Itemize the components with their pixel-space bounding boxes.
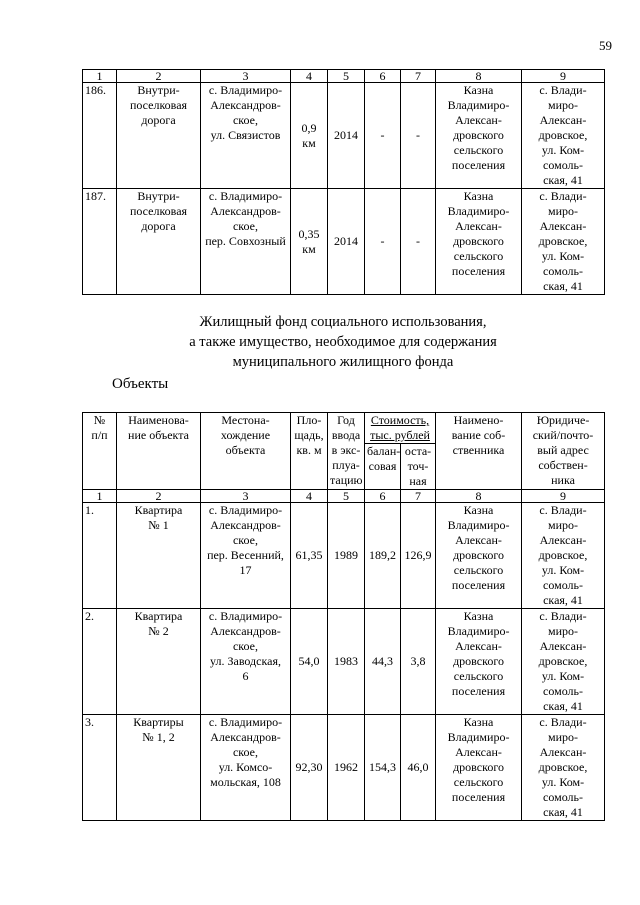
owner-address: с. Влади- миро- Алексан- дровское, ул. Ком- сомоль- ская, 41 (522, 609, 605, 715)
col-number: 3 (201, 70, 291, 83)
heading-line: Жилищный фонд социального использования, (199, 314, 487, 330)
col-number: 2 (117, 490, 201, 503)
column-number-row (83, 490, 605, 503)
owner-name: Казна Владимиро- Алексан- дровского сельского поселения (436, 609, 522, 715)
object-year: 1989 (328, 503, 365, 609)
owner-name: Казна Владимиро- Алексан- дровского сельского поселения (436, 715, 522, 821)
table-row (83, 715, 605, 821)
object-year: 2014 (328, 189, 365, 295)
object-name: Квартиры № 1, 2 (117, 715, 201, 821)
owner-address: с. Влади- миро- Алексан- дровское, ул. Ком- сомоль- ская, 41 (522, 715, 605, 821)
col-number: 7 (401, 490, 436, 503)
col-number: 5 (328, 70, 365, 83)
col-number: 5 (328, 490, 365, 503)
housing-table (82, 412, 605, 821)
header-location: Местона- хождение объекта (201, 413, 291, 490)
col-number: 4 (291, 490, 328, 503)
object-area: 54,0 (291, 609, 328, 715)
object-year: 2014 (328, 83, 365, 189)
col-number: 3 (201, 490, 291, 503)
object-area: 0,35 км (291, 189, 328, 295)
owner-name: Казна Владимиро- Алексан- дровского сельского поселения (436, 83, 522, 189)
object-area: 0,9 км (291, 83, 328, 189)
column-number-row (83, 70, 605, 83)
object-name: Внутри- поселковая дорога (117, 83, 201, 189)
row-number: 186. (83, 83, 117, 189)
object-area: 61,35 (291, 503, 328, 609)
roads-table (82, 69, 605, 295)
object-location: с. Владимиро- Александров- ское, пер. Весенний, 17 (201, 503, 291, 609)
col-number: 6 (365, 70, 401, 83)
header-balance: балан- совая (365, 444, 401, 490)
col-number: 4 (291, 70, 328, 83)
object-name: Внутри- поселковая дорога (117, 189, 201, 295)
header-area: Пло- щадь, кв. м (291, 413, 328, 490)
col-number: 7 (401, 70, 436, 83)
owner-address: с. Влади- миро- Алексан- дровское, ул. Ком- сомоль- ская, 41 (522, 503, 605, 609)
balance-value: 189,2 (365, 503, 401, 609)
balance-value: 154,3 (365, 715, 401, 821)
col-number: 1 (83, 70, 117, 83)
owner-name: Казна Владимиро- Алексан- дровского сельского поселения (436, 189, 522, 295)
object-year: 1962 (328, 715, 365, 821)
col-number: 8 (436, 490, 522, 503)
page-number: 59 (599, 38, 612, 53)
section-heading (82, 312, 604, 372)
header-name: Наименова- ние объекта (117, 413, 201, 490)
row-number: 3. (83, 715, 117, 821)
object-area: 92,30 (291, 715, 328, 821)
object-location: с. Владимиро- Александров- ское, ул. Связистов (201, 83, 291, 189)
objects-label: Объекты (112, 376, 169, 392)
object-location: с. Владимиро- Александров- ское, ул. Комсо- мольская, 108 (201, 715, 291, 821)
owner-address: с. Влади- миро- Алексан- дровское, ул. Ком- сомоль- ская, 41 (522, 189, 605, 295)
table-row (83, 609, 605, 715)
table-row (83, 189, 605, 295)
residual-value: - (401, 189, 436, 295)
row-number: 1. (83, 503, 117, 609)
residual-value: 126,9 (401, 503, 436, 609)
header-row (83, 413, 605, 444)
header-number: № п/п (83, 413, 117, 490)
residual-value: 3,8 (401, 609, 436, 715)
object-location: с. Владимиро- Александров- ское, ул. Заводская, 6 (201, 609, 291, 715)
balance-value: - (365, 83, 401, 189)
row-number: 2. (83, 609, 117, 715)
header-cost: Стоимость, тыс. рублей (365, 413, 436, 444)
object-location: с. Владимиро- Александров- ское, пер. Совхозный (201, 189, 291, 295)
balance-value: 44,3 (365, 609, 401, 715)
col-number: 1 (83, 490, 117, 503)
heading-line: муниципального жилищного фонда (232, 354, 454, 370)
balance-value: - (365, 189, 401, 295)
col-number: 9 (522, 490, 605, 503)
object-name: Квартира № 2 (117, 609, 201, 715)
col-number: 8 (436, 70, 522, 83)
owner-name: Казна Владимиро- Алексан- дровского сельского поселения (436, 503, 522, 609)
header-residual: оста- точ- ная (401, 444, 436, 490)
header-address: Юридиче- ский/почто- вый адрес собствен- ника (522, 413, 605, 490)
object-year: 1983 (328, 609, 365, 715)
col-number: 9 (522, 70, 605, 83)
table-row (83, 503, 605, 609)
header-year: Год ввода в экс- плуа- тацию (328, 413, 365, 490)
residual-value: 46,0 (401, 715, 436, 821)
owner-address: с. Влади- миро- Алексан- дровское, ул. Ком- сомоль- ская, 41 (522, 83, 605, 189)
table-row (83, 83, 605, 189)
object-name: Квартира № 1 (117, 503, 201, 609)
header-owner: Наимено- вание соб- ственника (436, 413, 522, 490)
residual-value: - (401, 83, 436, 189)
heading-line: а также имущество, необходимое для содержания (189, 334, 497, 350)
row-number: 187. (83, 189, 117, 295)
col-number: 2 (117, 70, 201, 83)
col-number: 6 (365, 490, 401, 503)
